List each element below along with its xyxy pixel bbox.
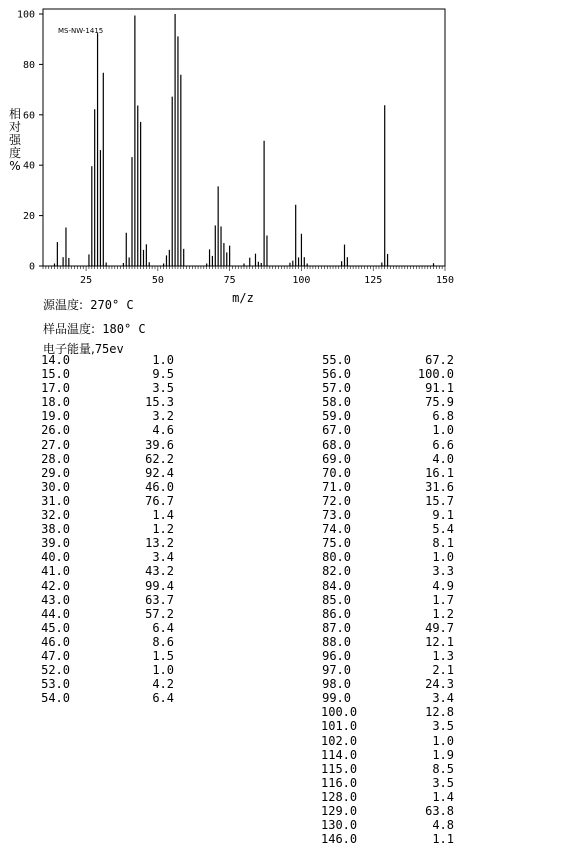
mz-value: 80.0 bbox=[322, 550, 351, 565]
table-row bbox=[41, 579, 174, 593]
table-row bbox=[321, 748, 454, 762]
table-row bbox=[321, 621, 454, 635]
y-tick-label: 100 bbox=[16, 9, 35, 21]
mz-value: 114.0 bbox=[321, 747, 358, 762]
y-axis-label bbox=[9, 106, 22, 173]
mz-value: 99.0 bbox=[322, 691, 351, 706]
mz-value: 146.0 bbox=[321, 832, 358, 847]
mass-spectrum-chart bbox=[0, 0, 570, 310]
abundance-value: 4.8 bbox=[432, 818, 454, 833]
abundance-value: 12.1 bbox=[425, 634, 454, 649]
x-tick-label: 25 bbox=[80, 275, 93, 286]
electron-energy-value: 75ev bbox=[94, 342, 124, 356]
x-axis-label: m/z bbox=[232, 291, 254, 305]
mz-value: 129.0 bbox=[321, 804, 358, 818]
mz-value: 88.0 bbox=[322, 634, 351, 649]
abundance-value: 3.3 bbox=[432, 564, 454, 579]
table-row bbox=[41, 508, 174, 522]
mz-value: 15.0 bbox=[41, 367, 70, 382]
table-row bbox=[41, 663, 174, 677]
table-row bbox=[321, 409, 454, 423]
table-row bbox=[321, 677, 454, 691]
abundance-value: 1.5 bbox=[152, 648, 174, 663]
table-row bbox=[321, 818, 454, 832]
chart-title: MS-NW-1415 bbox=[58, 27, 104, 35]
table-row bbox=[321, 353, 454, 367]
x-tick-label: 100 bbox=[292, 275, 311, 286]
table-row bbox=[321, 776, 454, 790]
mz-value: 57.0 bbox=[322, 381, 351, 396]
mz-value: 67.0 bbox=[322, 423, 351, 438]
mz-value: 52.0 bbox=[41, 663, 70, 678]
abundance-value: 6.6 bbox=[432, 437, 454, 452]
table-row bbox=[41, 353, 174, 367]
mz-value: 47.0 bbox=[41, 648, 70, 663]
mz-value: 27.0 bbox=[41, 437, 70, 452]
mz-value: 54.0 bbox=[41, 691, 70, 706]
table-row bbox=[321, 550, 454, 564]
abundance-value: 1.2 bbox=[152, 522, 174, 537]
mz-value: 75.0 bbox=[322, 536, 351, 551]
abundance-value: 1.0 bbox=[432, 550, 454, 565]
abundance-value: 8.5 bbox=[432, 761, 454, 776]
table-row bbox=[41, 480, 174, 494]
y-tick-label: 40 bbox=[22, 160, 35, 172]
table-row bbox=[41, 367, 174, 381]
sample-temperature-value: 180° C bbox=[102, 322, 146, 336]
table-row bbox=[41, 438, 174, 452]
mz-value: 41.0 bbox=[41, 564, 70, 579]
abundance-value: 12.8 bbox=[425, 705, 454, 720]
electron-energy-label: 电子能量, bbox=[43, 342, 95, 356]
source-temperature bbox=[43, 296, 134, 313]
table-row bbox=[41, 522, 174, 536]
abundance-value: 6.4 bbox=[152, 691, 174, 706]
x-tick-label: 75 bbox=[223, 275, 236, 286]
abundance-value: 4.0 bbox=[432, 451, 454, 466]
abundance-value: 100.0 bbox=[417, 367, 454, 382]
abundance-value: 1.7 bbox=[432, 592, 454, 607]
table-row bbox=[41, 677, 174, 691]
mz-value: 31.0 bbox=[41, 493, 70, 508]
y-tick-label: 20 bbox=[22, 211, 35, 223]
table-row bbox=[321, 508, 454, 522]
table-row bbox=[321, 367, 454, 381]
y-tick-label: 80 bbox=[22, 59, 35, 71]
mz-value: 28.0 bbox=[41, 451, 70, 466]
mz-value: 87.0 bbox=[322, 620, 351, 635]
abundance-value: 1.0 bbox=[432, 423, 454, 438]
table-row bbox=[321, 536, 454, 550]
mz-value: 100.0 bbox=[321, 705, 358, 720]
table-row bbox=[321, 438, 454, 452]
abundance-value: 3.4 bbox=[432, 691, 454, 706]
abundance-value: 3.2 bbox=[152, 409, 174, 424]
table-row bbox=[321, 522, 454, 536]
x-tick-label: 50 bbox=[151, 275, 164, 286]
table-row bbox=[321, 381, 454, 395]
table-row bbox=[321, 804, 454, 818]
abundance-value: 8.1 bbox=[432, 536, 454, 551]
mz-value: 98.0 bbox=[322, 677, 351, 692]
table-row bbox=[321, 663, 454, 677]
x-tick-label: 150 bbox=[435, 275, 455, 286]
abundance-value: 3.5 bbox=[432, 775, 454, 790]
abundance-value: 8.6 bbox=[152, 634, 174, 649]
mz-value: 130.0 bbox=[321, 818, 358, 833]
table-row bbox=[41, 536, 174, 550]
mz-value: 74.0 bbox=[322, 522, 351, 537]
abundance-value: 63.8 bbox=[425, 804, 454, 818]
abundance-value: 63.7 bbox=[145, 592, 174, 607]
table-row bbox=[321, 832, 454, 846]
abundance-value: 1.0 bbox=[152, 663, 174, 678]
mz-value: 18.0 bbox=[41, 395, 70, 410]
peak-table-right bbox=[321, 353, 454, 846]
mz-value: 38.0 bbox=[41, 522, 70, 537]
abundance-value: 62.2 bbox=[145, 451, 174, 466]
abundance-value: 1.0 bbox=[152, 353, 174, 367]
mz-value: 30.0 bbox=[41, 479, 70, 494]
table-row bbox=[41, 621, 174, 635]
table-row bbox=[41, 466, 174, 480]
mz-value: 84.0 bbox=[322, 578, 351, 593]
mz-value: 73.0 bbox=[322, 508, 351, 523]
mz-value: 96.0 bbox=[322, 648, 351, 663]
mz-value: 46.0 bbox=[41, 634, 70, 649]
mz-value: 128.0 bbox=[321, 789, 358, 804]
abundance-value: 43.2 bbox=[145, 564, 174, 579]
mz-value: 56.0 bbox=[322, 367, 351, 382]
mz-value: 45.0 bbox=[41, 620, 70, 635]
table-row bbox=[321, 705, 454, 719]
table-row bbox=[321, 734, 454, 748]
abundance-value: 2.1 bbox=[432, 663, 454, 678]
abundance-value: 1.0 bbox=[432, 733, 454, 748]
table-row bbox=[41, 381, 174, 395]
table-row bbox=[41, 395, 174, 409]
table-row bbox=[41, 550, 174, 564]
abundance-value: 13.2 bbox=[145, 536, 174, 551]
mz-value: 44.0 bbox=[41, 606, 70, 621]
abundance-value: 1.4 bbox=[152, 508, 174, 523]
table-row bbox=[41, 691, 174, 705]
abundance-value: 1.2 bbox=[432, 606, 454, 621]
mz-value: 17.0 bbox=[41, 381, 70, 396]
y-axis-label-char: 相 bbox=[8, 107, 22, 121]
table-row bbox=[321, 762, 454, 776]
abundance-value: 9.1 bbox=[432, 508, 454, 523]
abundance-value: 31.6 bbox=[425, 479, 454, 494]
table-row bbox=[41, 423, 174, 437]
table-row bbox=[321, 466, 454, 480]
mz-value: 32.0 bbox=[41, 508, 70, 523]
mz-value: 69.0 bbox=[322, 451, 351, 466]
mz-value: 97.0 bbox=[322, 663, 351, 678]
table-row bbox=[41, 593, 174, 607]
abundance-value: 1.9 bbox=[432, 747, 454, 762]
mz-value: 82.0 bbox=[322, 564, 351, 579]
mz-value: 58.0 bbox=[322, 395, 351, 410]
y-axis-label-char: 强 bbox=[8, 133, 22, 147]
mz-value: 70.0 bbox=[322, 465, 351, 480]
table-row bbox=[321, 691, 454, 705]
table-row bbox=[321, 423, 454, 437]
abundance-value: 75.9 bbox=[425, 395, 454, 410]
abundance-value: 4.6 bbox=[152, 423, 174, 438]
table-row bbox=[321, 649, 454, 663]
mz-value: 19.0 bbox=[41, 409, 70, 424]
abundance-value: 16.1 bbox=[425, 465, 454, 480]
table-row bbox=[321, 395, 454, 409]
table-row bbox=[41, 649, 174, 663]
abundance-value: 9.5 bbox=[152, 367, 174, 382]
abundance-value: 6.8 bbox=[432, 409, 454, 424]
mz-value: 115.0 bbox=[321, 761, 358, 776]
table-row bbox=[321, 564, 454, 578]
table-row bbox=[41, 607, 174, 621]
abundance-value: 76.7 bbox=[145, 493, 174, 508]
sample-temperature bbox=[43, 320, 146, 337]
mz-value: 102.0 bbox=[321, 733, 358, 748]
abundance-value: 3.4 bbox=[152, 550, 174, 565]
abundance-value: 3.5 bbox=[432, 719, 454, 734]
abundance-value: 15.7 bbox=[425, 493, 454, 508]
abundance-value: 4.9 bbox=[432, 578, 454, 593]
mz-value: 29.0 bbox=[41, 465, 70, 480]
peak-table-left bbox=[41, 353, 174, 705]
table-row bbox=[41, 409, 174, 423]
abundance-value: 67.2 bbox=[425, 353, 454, 367]
y-tick-label: 0 bbox=[28, 261, 35, 273]
abundance-value: 24.3 bbox=[425, 677, 454, 692]
mz-value: 116.0 bbox=[321, 775, 358, 790]
table-row bbox=[321, 635, 454, 649]
table-row bbox=[321, 790, 454, 804]
source-temperature-value: 270° C bbox=[90, 298, 134, 312]
table-row bbox=[321, 494, 454, 508]
abundance-value: 15.3 bbox=[145, 395, 174, 410]
abundance-value: 49.7 bbox=[425, 620, 454, 635]
table-row bbox=[321, 593, 454, 607]
mz-value: 43.0 bbox=[41, 592, 70, 607]
table-row bbox=[41, 452, 174, 466]
table-row bbox=[41, 635, 174, 649]
abundance-value: 5.4 bbox=[432, 522, 454, 537]
mz-value: 86.0 bbox=[322, 606, 351, 621]
mz-value: 42.0 bbox=[41, 578, 70, 593]
abundance-value: 39.6 bbox=[145, 437, 174, 452]
y-axis-label-char: % bbox=[9, 159, 21, 173]
table-row bbox=[41, 564, 174, 578]
mz-value: 72.0 bbox=[322, 493, 351, 508]
abundance-value: 1.4 bbox=[432, 789, 454, 804]
y-axis-label-char: 度 bbox=[8, 146, 22, 160]
mz-value: 40.0 bbox=[41, 550, 70, 565]
table-row bbox=[321, 579, 454, 593]
y-axis-label-char: 对 bbox=[8, 120, 22, 134]
abundance-value: 1.1 bbox=[432, 832, 454, 847]
mz-value: 101.0 bbox=[321, 719, 358, 734]
abundance-value: 99.4 bbox=[145, 578, 174, 593]
sample-temperature-label: 样品温度: bbox=[43, 322, 96, 336]
abundance-value: 92.4 bbox=[145, 465, 174, 480]
mz-value: 59.0 bbox=[322, 409, 351, 424]
x-tick-label: 125 bbox=[364, 275, 383, 286]
mz-value: 85.0 bbox=[322, 592, 351, 607]
mz-value: 55.0 bbox=[322, 353, 351, 367]
table-row bbox=[321, 719, 454, 733]
mz-value: 68.0 bbox=[322, 437, 351, 452]
table-row bbox=[41, 494, 174, 508]
mz-value: 39.0 bbox=[41, 536, 70, 551]
abundance-value: 1.3 bbox=[432, 648, 454, 663]
source-temperature-label: 源温度: bbox=[43, 298, 84, 312]
y-tick-label: 60 bbox=[22, 110, 35, 122]
abundance-value: 4.2 bbox=[152, 677, 174, 692]
abundance-value: 57.2 bbox=[145, 606, 174, 621]
x-axis-ticks bbox=[43, 266, 454, 286]
table-row bbox=[321, 452, 454, 466]
abundance-value: 46.0 bbox=[145, 479, 174, 494]
table-row bbox=[321, 607, 454, 621]
mz-value: 71.0 bbox=[322, 479, 351, 494]
spectrum-peaks bbox=[54, 14, 433, 266]
table-row bbox=[321, 480, 454, 494]
abundance-value: 91.1 bbox=[425, 381, 454, 396]
mz-value: 26.0 bbox=[41, 423, 70, 438]
abundance-value: 3.5 bbox=[152, 381, 174, 396]
mz-value: 14.0 bbox=[41, 353, 70, 367]
mz-value: 53.0 bbox=[41, 677, 70, 692]
abundance-value: 6.4 bbox=[152, 620, 174, 635]
